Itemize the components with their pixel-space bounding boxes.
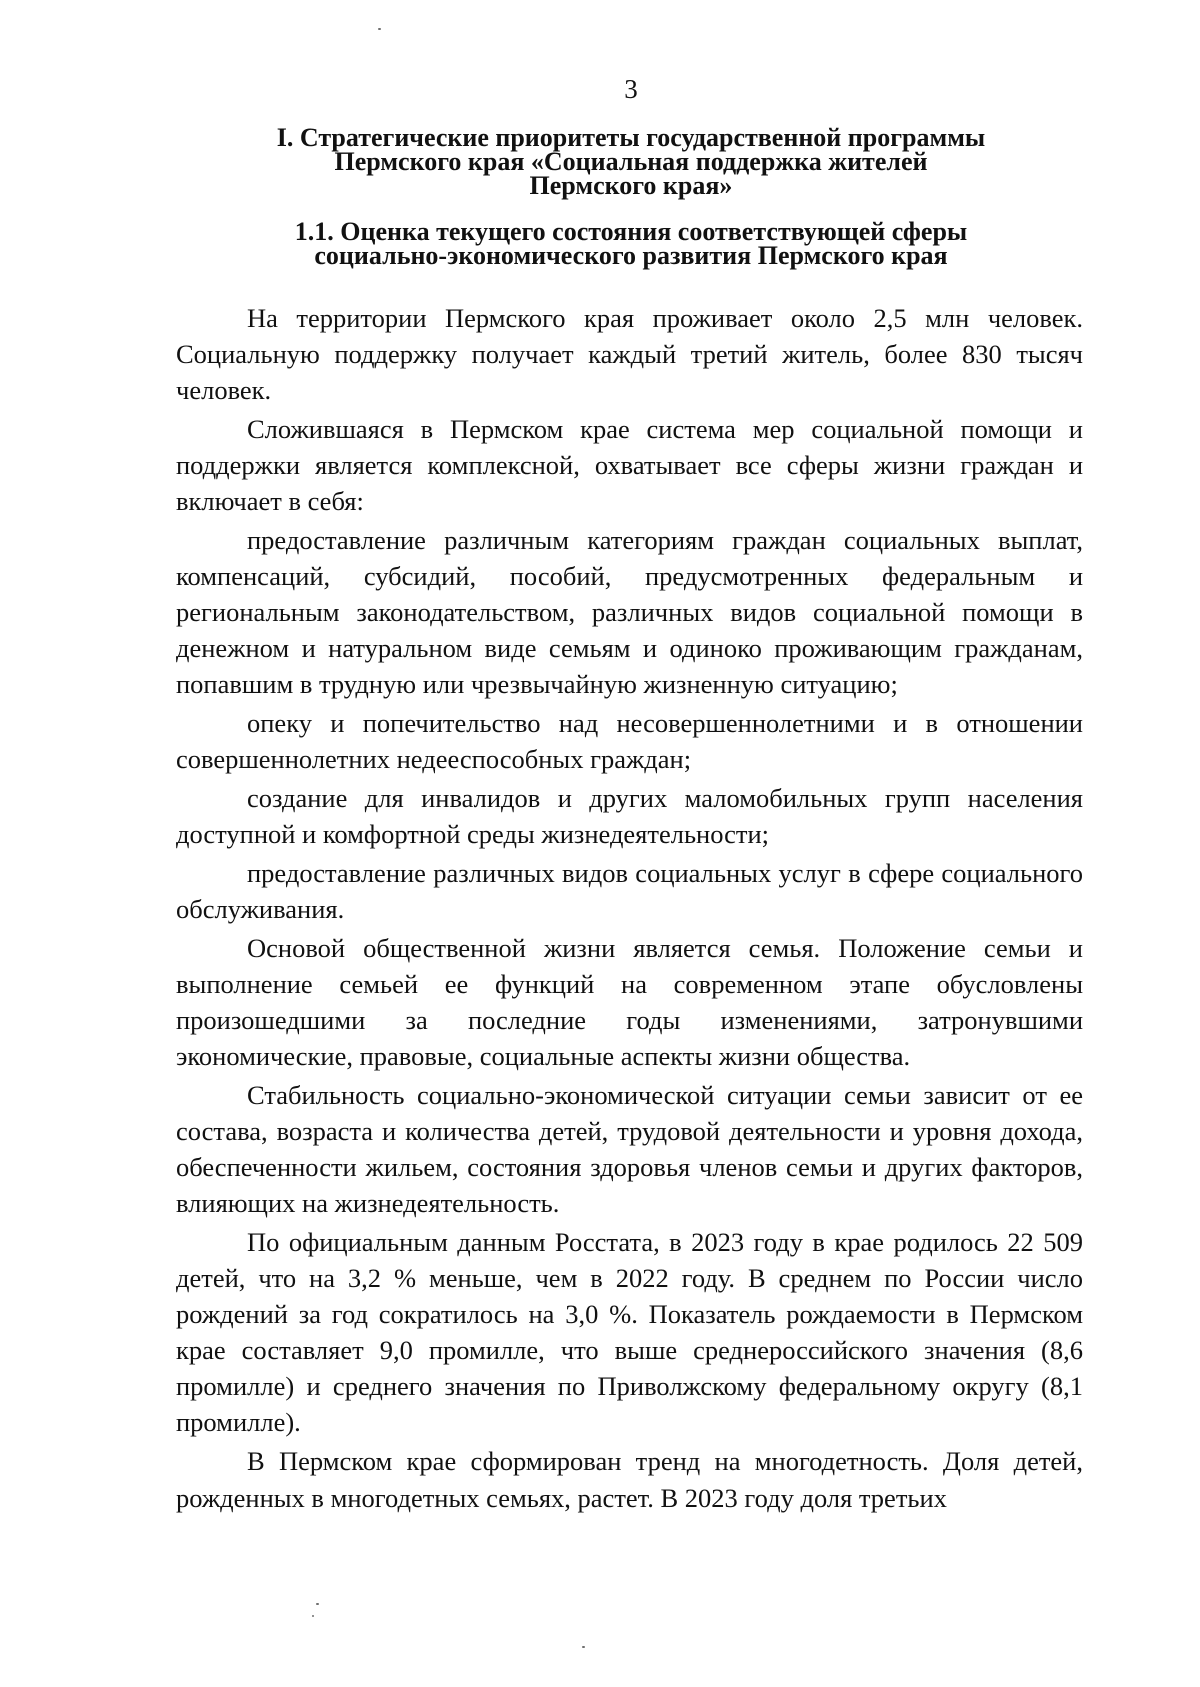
list-paragraph: предоставление различных видов социальных услуг в сфере социального обслуживания. [176,858,1083,924]
list-paragraph: предоставление различным категориям граждан социальных выплат, компенсаций, субсидий, пособий, предусмотренных федеральным и региональным законодательством, различных видов социальной помощи в денежном и натуральном виде семьям и одиноко проживающим гражданам, попавшим в трудную или чрезвычайную жизненную ситуацию; [176,525,1083,699]
paragraph: На территории Пермского края проживает около 2,5 млн человек. Социальную поддержку получает каждый третий житель, более 830 тысяч человек. [176,303,1083,405]
subsection-heading [176,217,1086,270]
paragraph: Стабильность социально-экономической ситуации семьи зависит от ее состава, возраста и количества детей, трудовой деятельности и уровня дохода, обеспеченности жильем, состояния здоровья членов семьи и других факторов, влияющих на жизнедеятельность. [176,1080,1083,1218]
section-heading-line: Пермского края» [529,171,733,200]
section-heading-line: Пермского края «Социальная поддержка жителей [334,147,928,176]
scan-artifact-dot [316,1603,319,1605]
scan-artifact-dot [582,1646,585,1648]
paragraph: Сложившаяся в Пермском крае система мер социальной помощи и поддержки является комплексной, охватывает все сферы жизни граждан и включает в себя: [176,414,1083,516]
scan-artifact-dot [378,28,381,30]
section-heading [176,123,1086,200]
section-heading-line: I. Стратегические приоритеты государственной программы [276,123,986,152]
paragraph: В Пермском крае сформирован тренд на многодетность. Доля детей, рожденных в многодетных семьях, растет. В 2023 году доля третьих [176,1446,1083,1513]
paragraph: По официальным данным Росстата, в 2023 году в крае родилось 22 509 детей, что на 3,2 % меньше, чем в 2022 году. В среднем по России число рождений за год сократилось на 3,0 %. Показатель рождаемости в Пермском крае составляет 9,0 промилле, что выше среднероссийского значения (8,6 промилле) и среднего значения по Приволжскому федеральному округу (8,1 промилле). [176,1227,1083,1437]
paragraph: Основой общественной жизни является семья. Положение семьи и выполнение семьей ее функций на современном этапе обусловлены произошедшими за последние годы изменениями, затронувшими экономические, правовые, социальные аспекты жизни общества. [176,933,1083,1071]
scan-artifact-dot [312,1615,314,1617]
subsection-heading-line: социально-экономического развития Пермского края [314,241,948,270]
document-body [176,300,1083,1519]
list-paragraph: создание для инвалидов и других маломобильных групп населения доступной и комфортной среды жизнедеятельности; [176,783,1083,849]
page-number: 3 [624,74,638,104]
subsection-heading-line: 1.1. Оценка текущего состояния соответствующей сферы [294,217,968,246]
list-paragraph: опеку и попечительство над несовершеннолетними и в отношении совершеннолетних недееспособных граждан; [176,708,1083,774]
